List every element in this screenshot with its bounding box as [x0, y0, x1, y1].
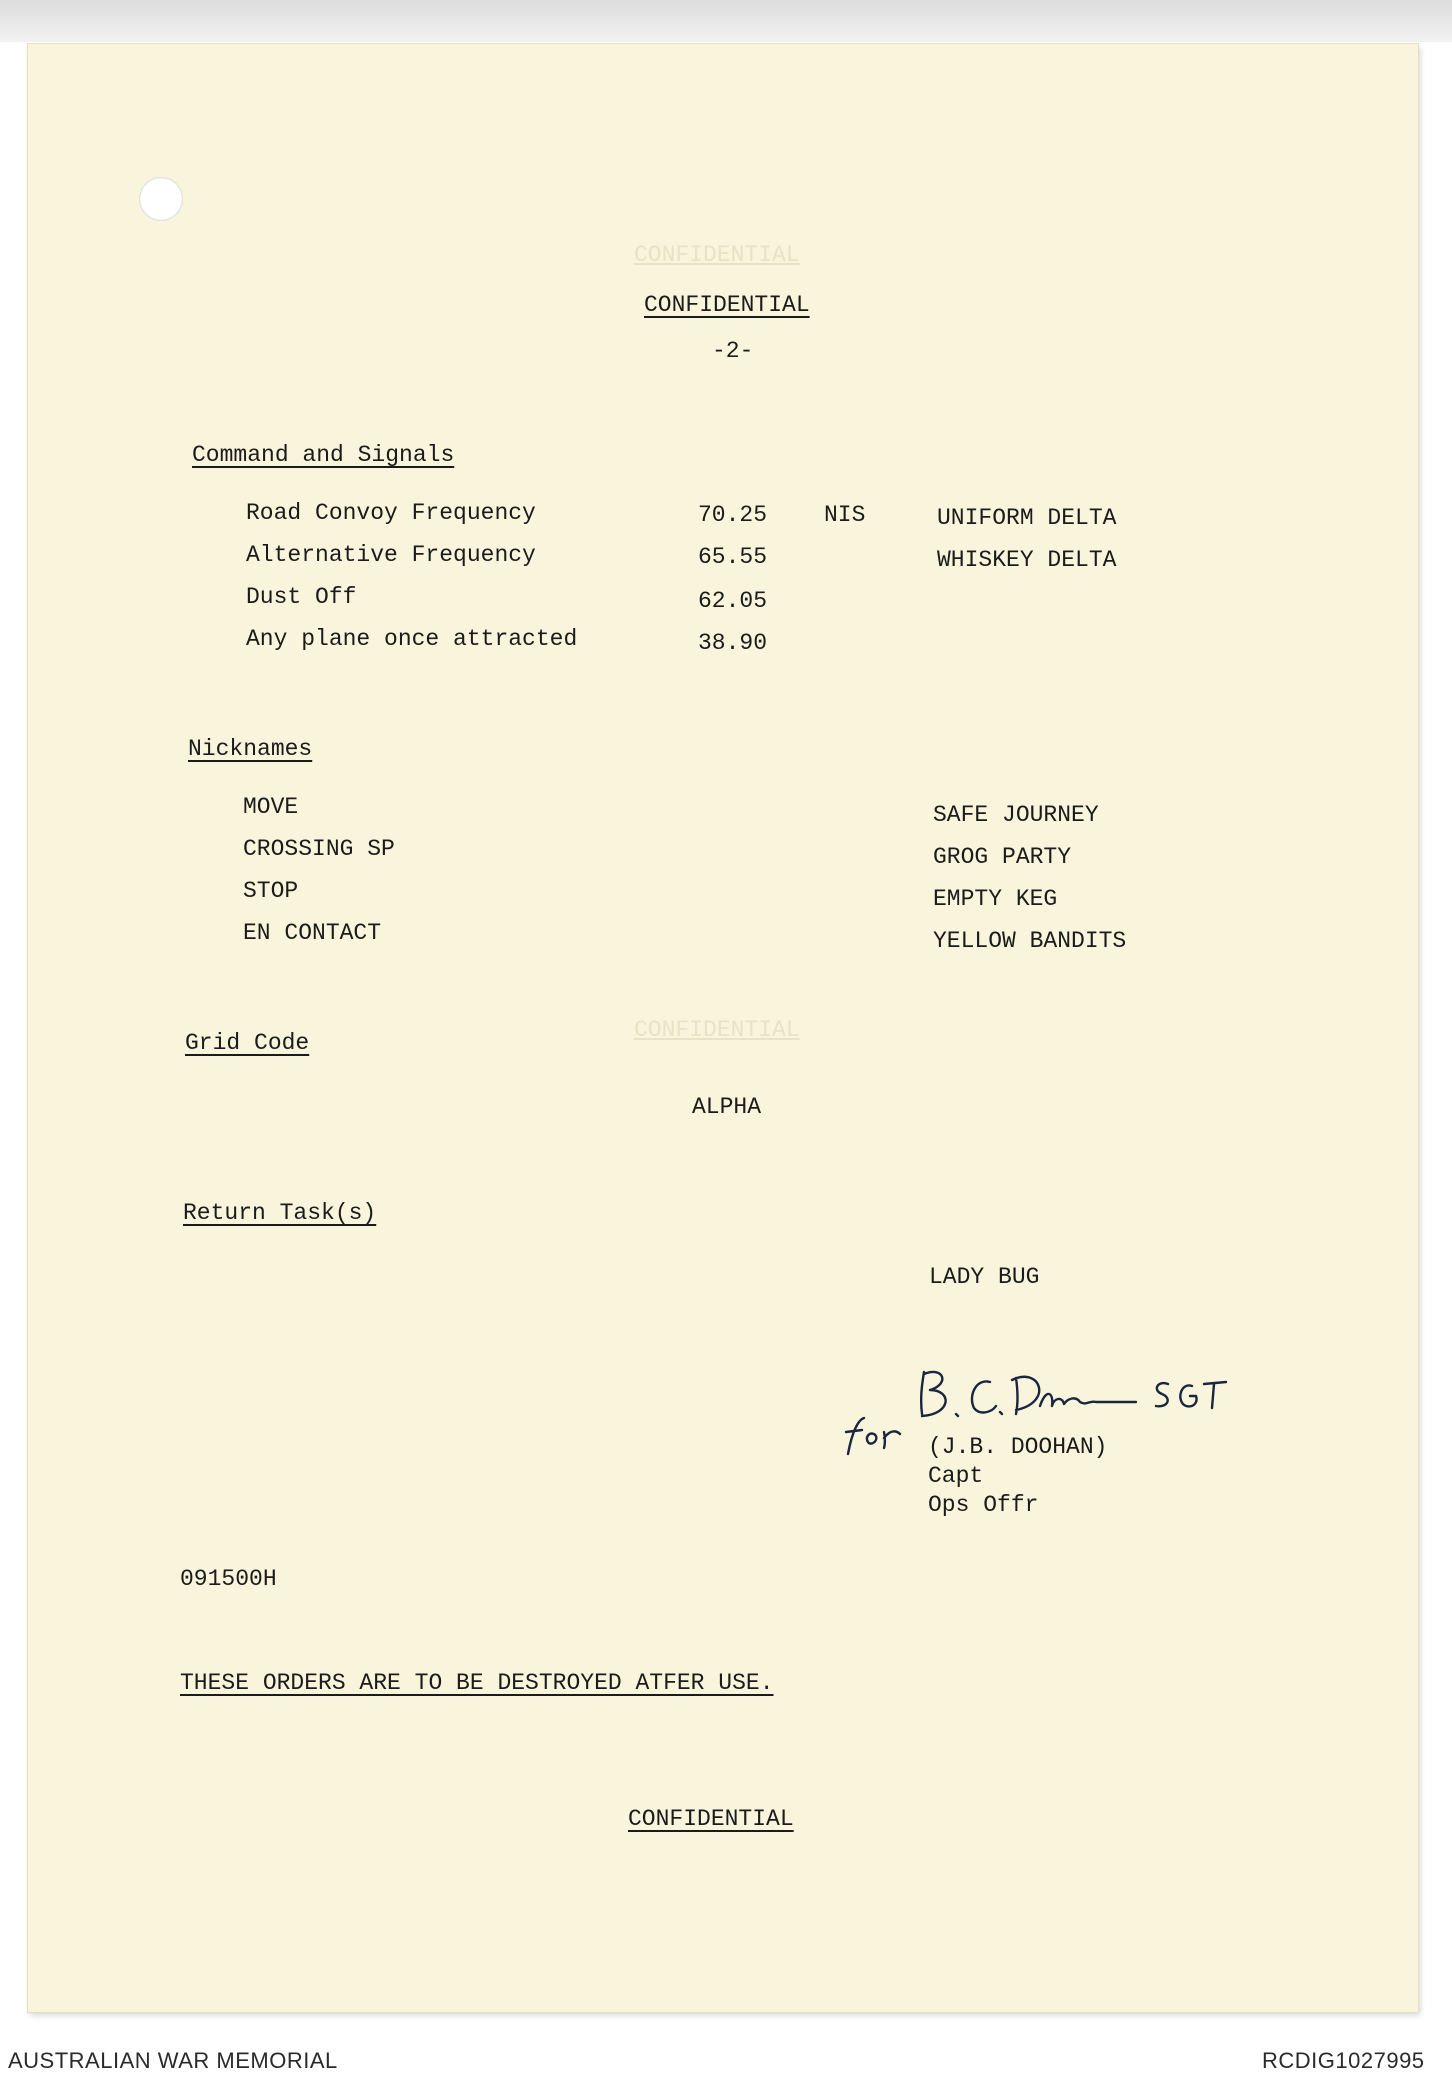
- archive-reference: RCDIG1027995: [1262, 2048, 1425, 2073]
- nickname-term: MOVE: [243, 794, 299, 820]
- document-page: [28, 44, 1418, 2012]
- page-number: -2-: [712, 338, 754, 364]
- signatory-role: Ops Offr: [928, 1492, 1039, 1518]
- nickname-code: YELLOW BANDITS: [933, 928, 1127, 954]
- handwritten-signature: [840, 1362, 1240, 1492]
- signature-for: [846, 1418, 900, 1454]
- return-task-value: LADY BUG: [929, 1264, 1040, 1290]
- signal-extra: NIS: [824, 502, 866, 528]
- nickname-term: EN CONTACT: [243, 920, 382, 946]
- classification-footer: CONFIDENTIAL: [628, 1806, 794, 1832]
- signature-c: [972, 1381, 1002, 1414]
- signal-callsign: WHISKEY DELTA: [937, 547, 1117, 573]
- bleed-through-text: CONFIDENTIAL: [634, 1017, 800, 1043]
- section-heading-command-signals: Command and Signals: [192, 442, 455, 468]
- signal-label: Any plane once attracted: [246, 626, 578, 652]
- signatory-name: (J.B. DOOHAN): [928, 1434, 1108, 1460]
- signatory-rank: Capt: [928, 1463, 984, 1489]
- signal-frequency: 65.55: [698, 544, 768, 570]
- date-time-group: 091500H: [180, 1566, 277, 1592]
- scan-edge: [0, 0, 1452, 42]
- nickname-term: STOP: [243, 878, 299, 904]
- signal-label: Alternative Frequency: [246, 542, 536, 568]
- signature-rank: [1156, 1382, 1226, 1408]
- section-heading-nicknames: Nicknames: [188, 736, 313, 762]
- punch-hole: [139, 177, 183, 221]
- signature-surname: [1012, 1377, 1136, 1414]
- classification-header: CONFIDENTIAL: [644, 292, 810, 318]
- destruction-warning: THESE ORDERS ARE TO BE DESTROYED ATFER USE.: [180, 1670, 774, 1696]
- archive-institution: AUSTRALIAN WAR MEMORIAL: [8, 2048, 338, 2073]
- signal-callsign: UNIFORM DELTA: [937, 505, 1117, 531]
- signal-label: Road Convoy Frequency: [246, 500, 536, 526]
- signature-b: [921, 1372, 958, 1416]
- section-heading-grid-code: Grid Code: [185, 1030, 310, 1056]
- nickname-term: CROSSING SP: [243, 836, 395, 862]
- grid-code-value: ALPHA: [692, 1094, 762, 1120]
- signal-label: Dust Off: [246, 584, 357, 610]
- nickname-code: EMPTY KEG: [933, 886, 1058, 912]
- section-heading-return-tasks: Return Task(s): [183, 1200, 377, 1226]
- nickname-code: SAFE JOURNEY: [933, 802, 1099, 828]
- signal-frequency: 62.05: [698, 588, 768, 614]
- nickname-code: GROG PARTY: [933, 844, 1072, 870]
- signal-frequency: 38.90: [698, 630, 768, 656]
- signal-frequency: 70.25: [698, 502, 768, 528]
- bleed-through-text: CONFIDENTIAL: [634, 242, 800, 268]
